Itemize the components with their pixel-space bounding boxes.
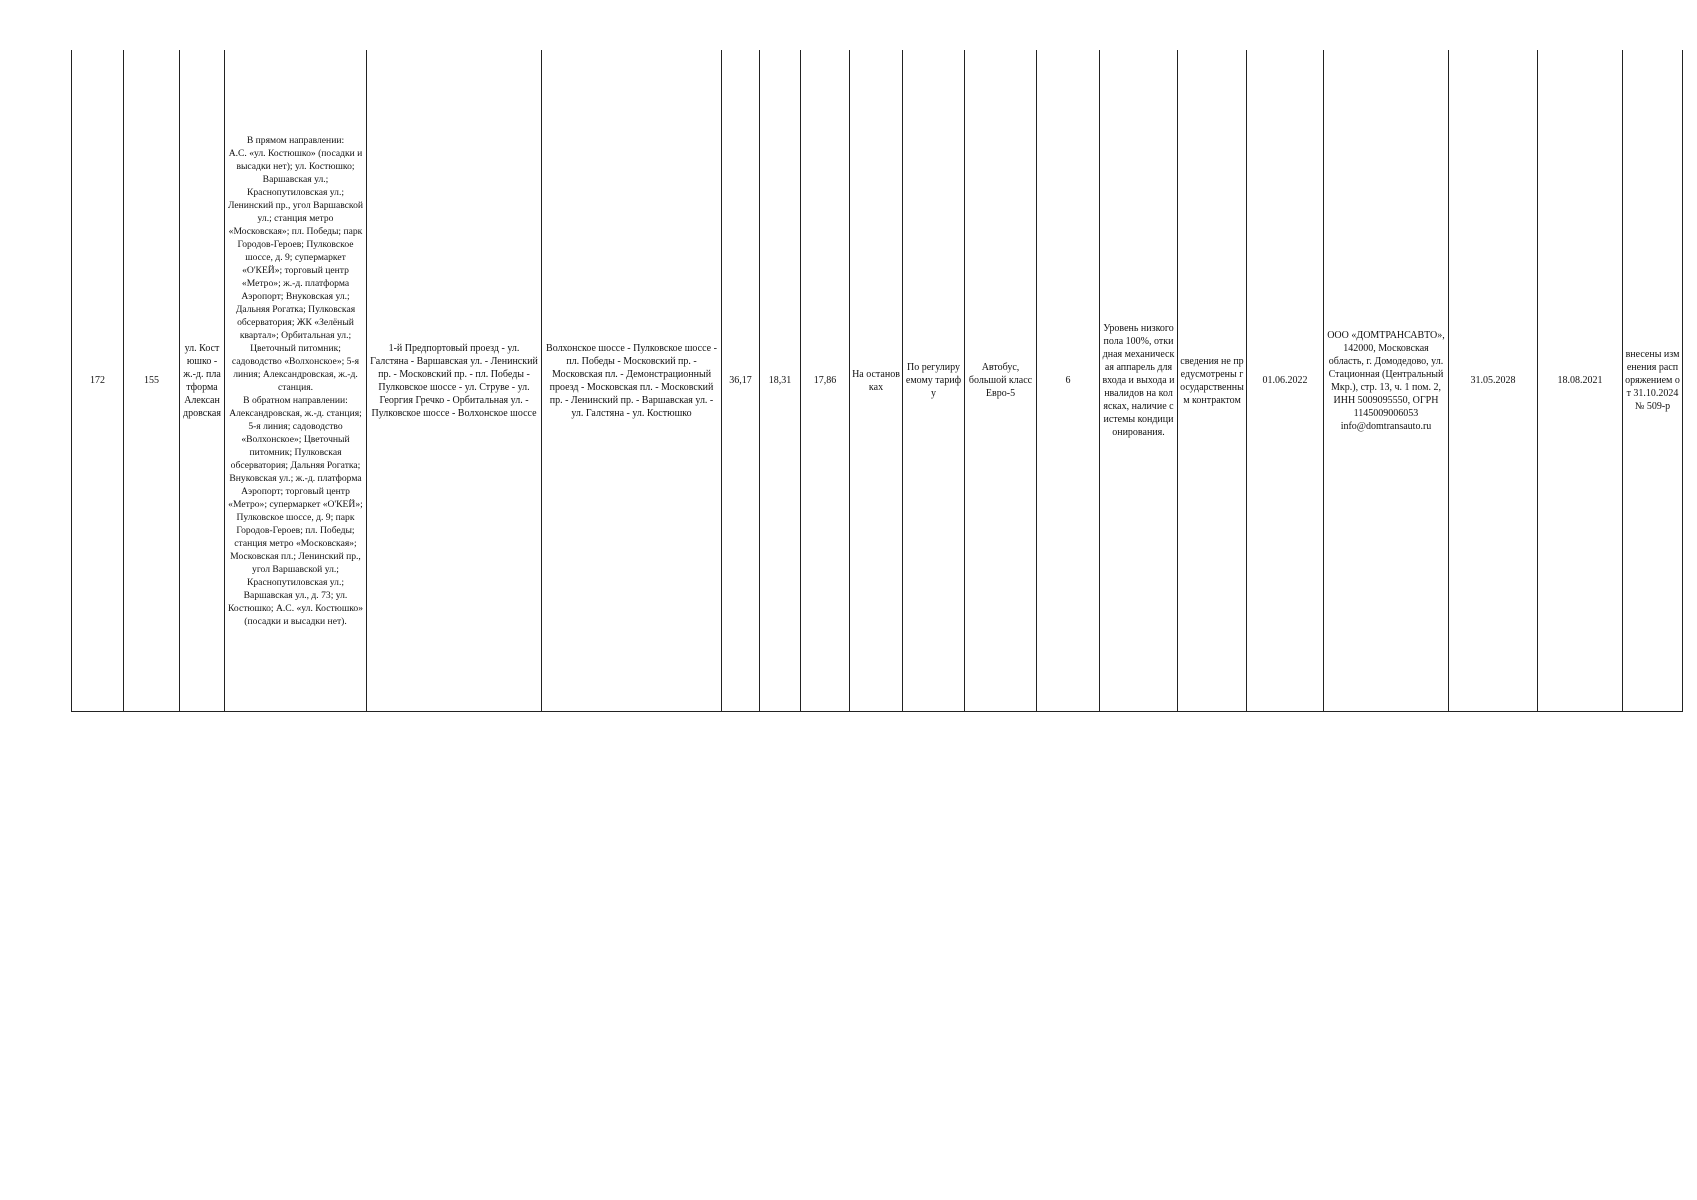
vehicle-count-cell: 6 [1037, 50, 1100, 712]
vehicle-cell: Автобус, большой класс Евро-5 [965, 50, 1037, 712]
route-number-cell: 155 [124, 50, 180, 712]
length-backward-cell: 18,31 [760, 50, 801, 712]
length-forward-cell: 36,17 [722, 50, 760, 712]
stop-order-cell: На остановках [850, 50, 903, 712]
changes-note-cell: внесены изменения распоряжением от 31.10.2024 № 509-р [1623, 50, 1683, 712]
streets-forward-cell: 1-й Предпортовый проезд - ул. Галстяна - Варшавская ул. - Ленинский пр. - Московский пр. - пл. Победы - Пулковское шоссе - ул. Струве - ул. Георгия Гречко - Орбитальная ул. - Пулковское шоссе - Волхонское шоссе [367, 50, 542, 712]
carrier-cell: ООО «ДОМТРАНСАВТО», 142000, Московская область, г. Домодедово, ул. Стационная (Центральный Мкр.), стр. 13, ч. 1 пом. 2, ИНН 5009095550, ОГРН 1145009006053 info@domtransauto.ru [1324, 50, 1449, 712]
streets-backward-cell: Волхонское шоссе - Пулковское шоссе - пл. Победы - Московский пр. - Московская пл. - Демонстрационный проезд - Московская пл. - Московский пр. - Ленинский пр. - Варшавская ул. - ул. Галстяна - ул. Костюшко [542, 50, 722, 712]
decision-date-cell: 18.08.2021 [1538, 50, 1623, 712]
contract-info-cell: сведения не предусмотрены государственным контрактом [1178, 50, 1247, 712]
registration-number-cell: 172 [72, 50, 124, 712]
length-other-cell: 17,86 [801, 50, 850, 712]
stops-cell: В прямом направлении: А.С. «ул. Костюшко» (посадки и высадки нет); ул. Костюшко; Варшавская ул.; Краснопутиловская ул.; Ленинский пр., угол Варшавской ул.; станция метро «Московская»; пл. Победы; парк Городов-Героев; Пулковское шоссе, д. 9; супермаркет «О'КЕЙ»; торговый центр «Метро»; ж.-д. платформа Аэропорт; Внуковская ул.; Дальняя Рогатка; Пулковская обсерватория; ЖК «Зелёный квартал»; Орбитальная ул.; Цветочный питомник; садоводство «Волхонское»; 5-я линия; Александровская, ж.-д. станция. В обратном направлении: Александровская, ж.-д. станция; 5-я линия; садоводство «Волхонское»; Цветочный питомник; Пулковская обсерватория; Дальняя Рогатка; Внуковская ул.; ж.-д. платформа Аэропорт; торговый центр «Метро»; супермаркет «О'КЕЙ»; Пулковское шоссе, д. 9; парк Городов-Героев; пл. Победы; станция метро «Московская»; Московская пл.; Ленинский пр., угол Варшавской ул.; Краснопутиловская ул.; Варшавская ул., д. 73; ул. Костюшко; А.С. «ул. Костюшко» (посадки и высадки нет). [225, 50, 367, 712]
route-registry-table [71, 50, 1683, 712]
start-date-cell: 01.06.2022 [1247, 50, 1324, 712]
vehicle-features-cell: Уровень низкого пола 100%, откидная механическая аппарель для входа и выхода инвалидов на колясках, наличие системы кондиционирования. [1100, 50, 1178, 712]
tariff-cell: По регулируемому тарифу [903, 50, 965, 712]
end-date-cell: 31.05.2028 [1449, 50, 1538, 712]
route-name-cell: ул. Костюшко - ж.-д. платформа Александровская [180, 50, 225, 712]
table-row [72, 50, 1683, 712]
